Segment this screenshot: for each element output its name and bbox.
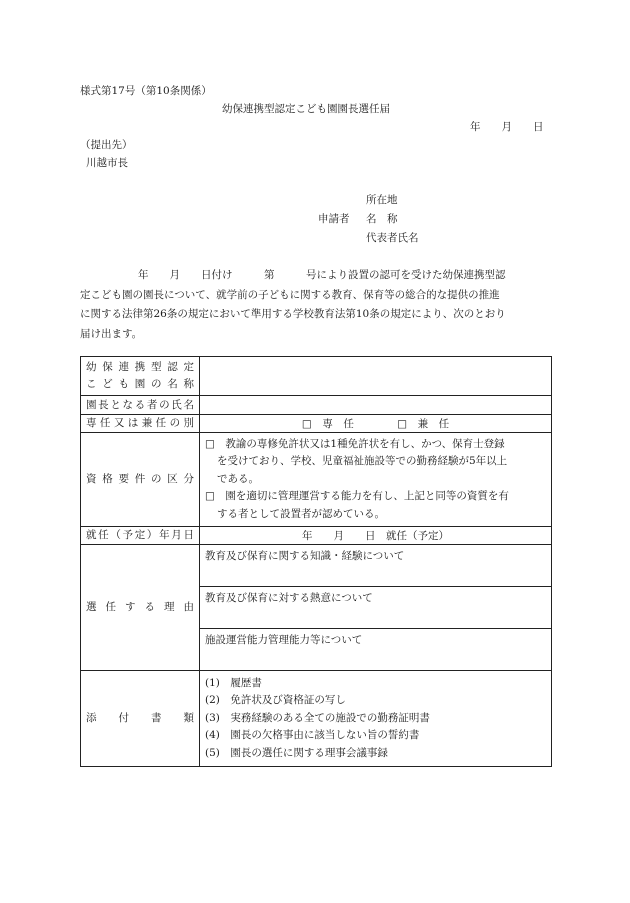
principal-name-field[interactable] [200, 396, 552, 415]
full-time-checkbox[interactable]: □ 専 任 [301, 418, 354, 430]
attachment-item: (5) 園長の選任に関する理事会議事録 [205, 746, 388, 759]
applicant-role: 申請者 [318, 213, 350, 225]
attachments-list-cell [200, 671, 552, 767]
notification-table [80, 356, 552, 767]
reason-label: 選任する理由 [81, 545, 200, 671]
facility-name-label-line-2: こども園の名称 [86, 378, 194, 390]
principal-name-row [81, 396, 552, 415]
reason-knowledge-field[interactable]: 教育及び保育に関する知識・経験について [200, 545, 551, 587]
qualification-2-checkbox[interactable]: □ 園を適切に管理運営する能力を有し、上記と同等の資質を有 [205, 490, 509, 503]
employment-type-options [200, 415, 552, 433]
reason-row [81, 545, 552, 671]
qualification-1-text-2: を受けており、学校、児童福祉施設等での勤務経験が5年以上 [217, 455, 508, 468]
reason-fields [200, 545, 552, 671]
document-title: 幼保連携型認定こども園園長選任届 [222, 103, 390, 115]
facility-name-label-line-1: 幼保連携型認定 [86, 361, 194, 373]
qualification-1-checkbox[interactable]: □ 教諭の専修免許状又は1種免許状を有し、かつ、保育士登録 [205, 437, 505, 450]
recipient-label: （提出先） [80, 139, 133, 151]
facility-name-label [81, 357, 200, 396]
principal-name-label: 園長となる者の氏名 [81, 396, 200, 415]
employment-type-row [81, 415, 552, 433]
attachments-label: 添付書類 [81, 671, 200, 767]
start-date-label: 就任（予定）年月日 [81, 527, 200, 545]
body-line-4: 届け出ます。 [80, 327, 143, 340]
attachment-item: (4) 園長の欠格事由に該当しない旨の誓約書 [205, 729, 420, 742]
attachment-item: (3) 実務経験のある全ての施設での勤務証明書 [205, 711, 430, 724]
qualification-row [81, 433, 552, 527]
body-line-2: 定こども園の園長について、就学前の子どもに関する教育、保育等の総合的な提供の推進 [80, 288, 500, 301]
attachments-list [205, 673, 546, 765]
qualification-label: 資格要件の区分 [81, 433, 200, 527]
facility-name-row [81, 357, 552, 396]
form-number: 様式第17号（第10条関係） [80, 85, 212, 97]
qualification-1-text-3: である。 [217, 472, 259, 485]
date-line: 年 月 日 [470, 121, 544, 133]
body-line-1: 年 月 日付け 第 号により設置の認可を受けた幼保連携型認 [138, 269, 506, 281]
employment-type-label: 専任又は兼任の別 [81, 415, 200, 433]
address-label: 所在地 [366, 194, 398, 206]
start-date-field[interactable]: 年 月 日 就任（予定） [200, 527, 552, 545]
facility-name-field[interactable] [200, 357, 552, 396]
qualification-2-text-2: する者として設置者が認めている。 [217, 507, 385, 520]
attachment-item: (2) 免許状及び資格証の写し [205, 694, 346, 707]
start-date-row [81, 527, 552, 545]
notification-body [80, 266, 552, 344]
body-line-3: に関する法律第26条の規定において準用する学校教育法第10条の規定により、次のとおり [80, 308, 506, 320]
recipient-name: 川越市長 [86, 157, 128, 169]
part-time-checkbox[interactable]: □ 兼 任 [397, 418, 450, 430]
reason-management-field[interactable]: 施設運営能力管理能力等について [205, 634, 363, 646]
name-label: 名 称 [366, 213, 398, 225]
attachments-row [81, 671, 552, 767]
reason-enthusiasm-field[interactable]: 教育及び保育に対する熱意について [200, 587, 551, 629]
qualification-options [200, 433, 552, 527]
representative-label: 代表者氏名 [366, 232, 419, 244]
attachment-item: (1) 履歴書 [205, 676, 262, 689]
